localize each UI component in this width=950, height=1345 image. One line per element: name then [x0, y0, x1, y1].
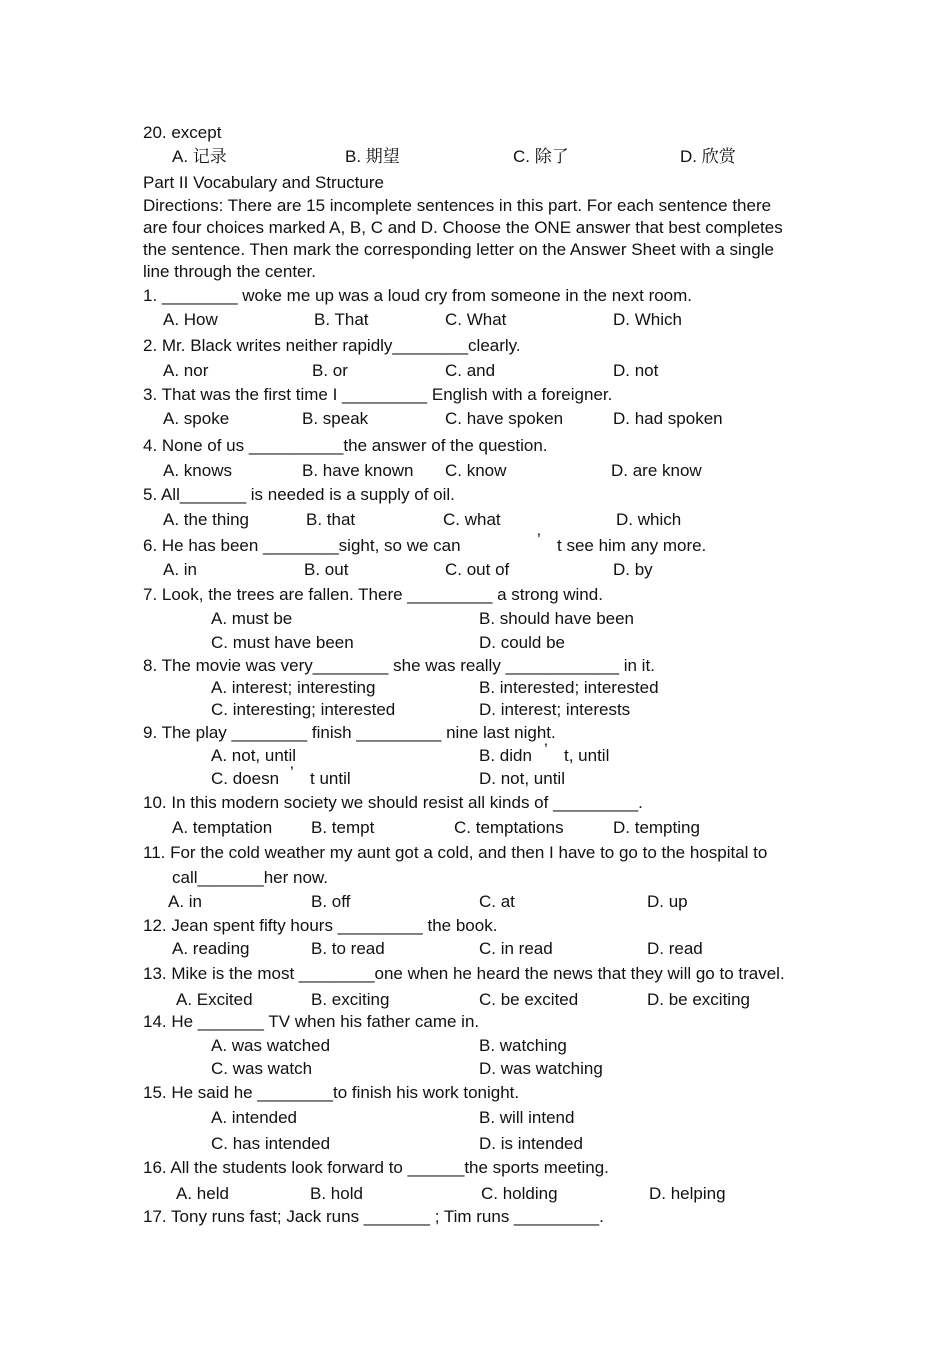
option-c: C. must have been [211, 633, 354, 652]
directions-line: are four choices marked A, B, C and D. Choose the ONE answer that best completes [143, 218, 783, 237]
apostrophe: ’ [544, 740, 548, 759]
directions-line: the sentence. Then mark the corresponding letter on the Answer Sheet with a single [143, 240, 774, 259]
question-stem: 12. Jean spent fifty hours _________ the book. [143, 916, 498, 935]
option-b: B. tempt [311, 818, 375, 837]
option-a: A. 记录 [172, 147, 227, 166]
question-stem: 1. ________ woke me up was a loud cry from someone in the next room. [143, 286, 693, 305]
option-a: A. in [163, 560, 198, 579]
option-c: C. What [445, 310, 507, 329]
option-a: A. in [168, 892, 203, 911]
option-b: B. or [312, 361, 348, 380]
option-d: D. had spoken [613, 409, 723, 428]
option-d: D. up [647, 892, 688, 911]
option-d: D. by [613, 560, 653, 579]
option-d: D. could be [479, 633, 565, 652]
option-c: C. was watch [211, 1059, 313, 1078]
option-a: A. the thing [163, 510, 250, 529]
option-a: A. nor [163, 361, 209, 380]
question-stem-continuation: call_______her now. [172, 868, 328, 887]
option-c: C. 除了 [513, 147, 569, 166]
option-a: A. reading [172, 939, 250, 958]
question-stem: 3. That was the first time I _________ English with a foreigner. [143, 385, 613, 404]
option-c: C. out of [445, 560, 510, 579]
option-a: A. knows [163, 461, 232, 480]
option-c: C. be excited [479, 990, 579, 1009]
option-b: B. should have been [479, 609, 635, 628]
option-c: C. doesn [211, 769, 280, 788]
apostrophe: ’ [537, 530, 541, 549]
question-stem: 16. All the students look forward to ______the sports meeting. [143, 1158, 609, 1177]
option-a: A. must be [211, 609, 293, 628]
option-b: B. speak [302, 409, 369, 428]
directions-line: Directions: There are 15 incomplete sentences in this part. For each sentence there [143, 196, 772, 215]
question-stem: 10. In this modern society we should resist all kinds of _________. [143, 793, 643, 812]
option-b: B. exciting [311, 990, 390, 1009]
question-stem-continuation: t see him any more. [557, 536, 707, 555]
question-stem: 13. Mike is the most ________one when he heard the news that they will go to travel. [143, 964, 785, 983]
option-c-continuation: t until [310, 769, 351, 788]
option-a: A. held [176, 1184, 229, 1203]
option-b: B. hold [310, 1184, 363, 1203]
option-a: A. interest; interesting [211, 678, 376, 697]
option-b: B. 期望 [345, 147, 400, 166]
option-c: C. interesting; interested [211, 700, 396, 719]
option-a: A. temptation [172, 818, 273, 837]
option-a: A. spoke [163, 409, 230, 428]
option-d: D. be exciting [647, 990, 750, 1009]
option-a: A. How [163, 310, 218, 329]
option-c: C. temptations [454, 818, 564, 837]
option-b: B. That [314, 310, 369, 329]
question-stem: 9. The play ________ finish _________ nine last night. [143, 723, 556, 742]
option-b: B. off [311, 892, 351, 911]
option-d: D. are know [611, 461, 702, 480]
option-d: D. is intended [479, 1134, 583, 1153]
option-b-continuation: t, until [564, 746, 610, 765]
option-b: B. interested; interested [479, 678, 659, 697]
question-stem: 5. All_______ is needed is a supply of oil. [143, 485, 455, 504]
option-a: A. not, until [211, 746, 297, 765]
option-d: D. read [647, 939, 703, 958]
question-stem: 17. Tony runs fast; Jack runs _______ ; Tim runs _________. [143, 1207, 604, 1226]
question-stem: 4. None of us __________the answer of the question. [143, 436, 548, 455]
part-title: Part II Vocabulary and Structure [143, 173, 384, 192]
question-stem: 20. except [143, 123, 222, 142]
option-a: A. was watched [211, 1036, 331, 1055]
option-d: D. interest; interests [479, 700, 631, 719]
option-a: A. Excited [176, 990, 253, 1009]
apostrophe: ’ [290, 763, 294, 782]
question-stem: 8. The movie was very________ she was really ____________ in it. [143, 656, 655, 675]
option-c: C. holding [481, 1184, 558, 1203]
option-d: D. not, until [479, 769, 565, 788]
option-a: A. intended [211, 1108, 298, 1127]
option-b: B. out [304, 560, 349, 579]
option-c: C. know [445, 461, 507, 480]
option-c: C. at [479, 892, 515, 911]
directions-line: line through the center. [143, 262, 316, 281]
option-c: C. has intended [211, 1134, 331, 1153]
option-c: C. have spoken [445, 409, 564, 428]
option-d: D. 欣赏 [680, 147, 736, 166]
option-d: D. was watching [479, 1059, 603, 1078]
option-d: D. tempting [613, 818, 700, 837]
option-b: B. watching [479, 1036, 567, 1055]
option-c: C. in read [479, 939, 553, 958]
option-d: D. helping [649, 1184, 726, 1203]
option-c: C. and [445, 361, 496, 380]
question-stem: 14. He _______ TV when his father came in. [143, 1012, 480, 1031]
question-stem: 11. For the cold weather my aunt got a cold, and then I have to go to the hospital to [143, 843, 768, 862]
question-stem: 2. Mr. Black writes neither rapidly________clearly. [143, 336, 521, 355]
question-stem: 7. Look, the trees are fallen. There _________ a strong wind. [143, 585, 603, 604]
option-c: C. what [443, 510, 501, 529]
option-b: B. have known [302, 461, 414, 480]
option-b: B. that [306, 510, 356, 529]
option-b: B. didn [479, 746, 532, 765]
option-b: B. to read [311, 939, 385, 958]
option-d: D. Which [613, 310, 682, 329]
option-d: D. not [613, 361, 659, 380]
option-d: D. which [616, 510, 682, 529]
question-stem: 15. He said he ________to finish his work tonight. [143, 1083, 520, 1102]
question-stem: 6. He has been ________sight, so we can [143, 536, 461, 555]
option-b: B. will intend [479, 1108, 575, 1127]
